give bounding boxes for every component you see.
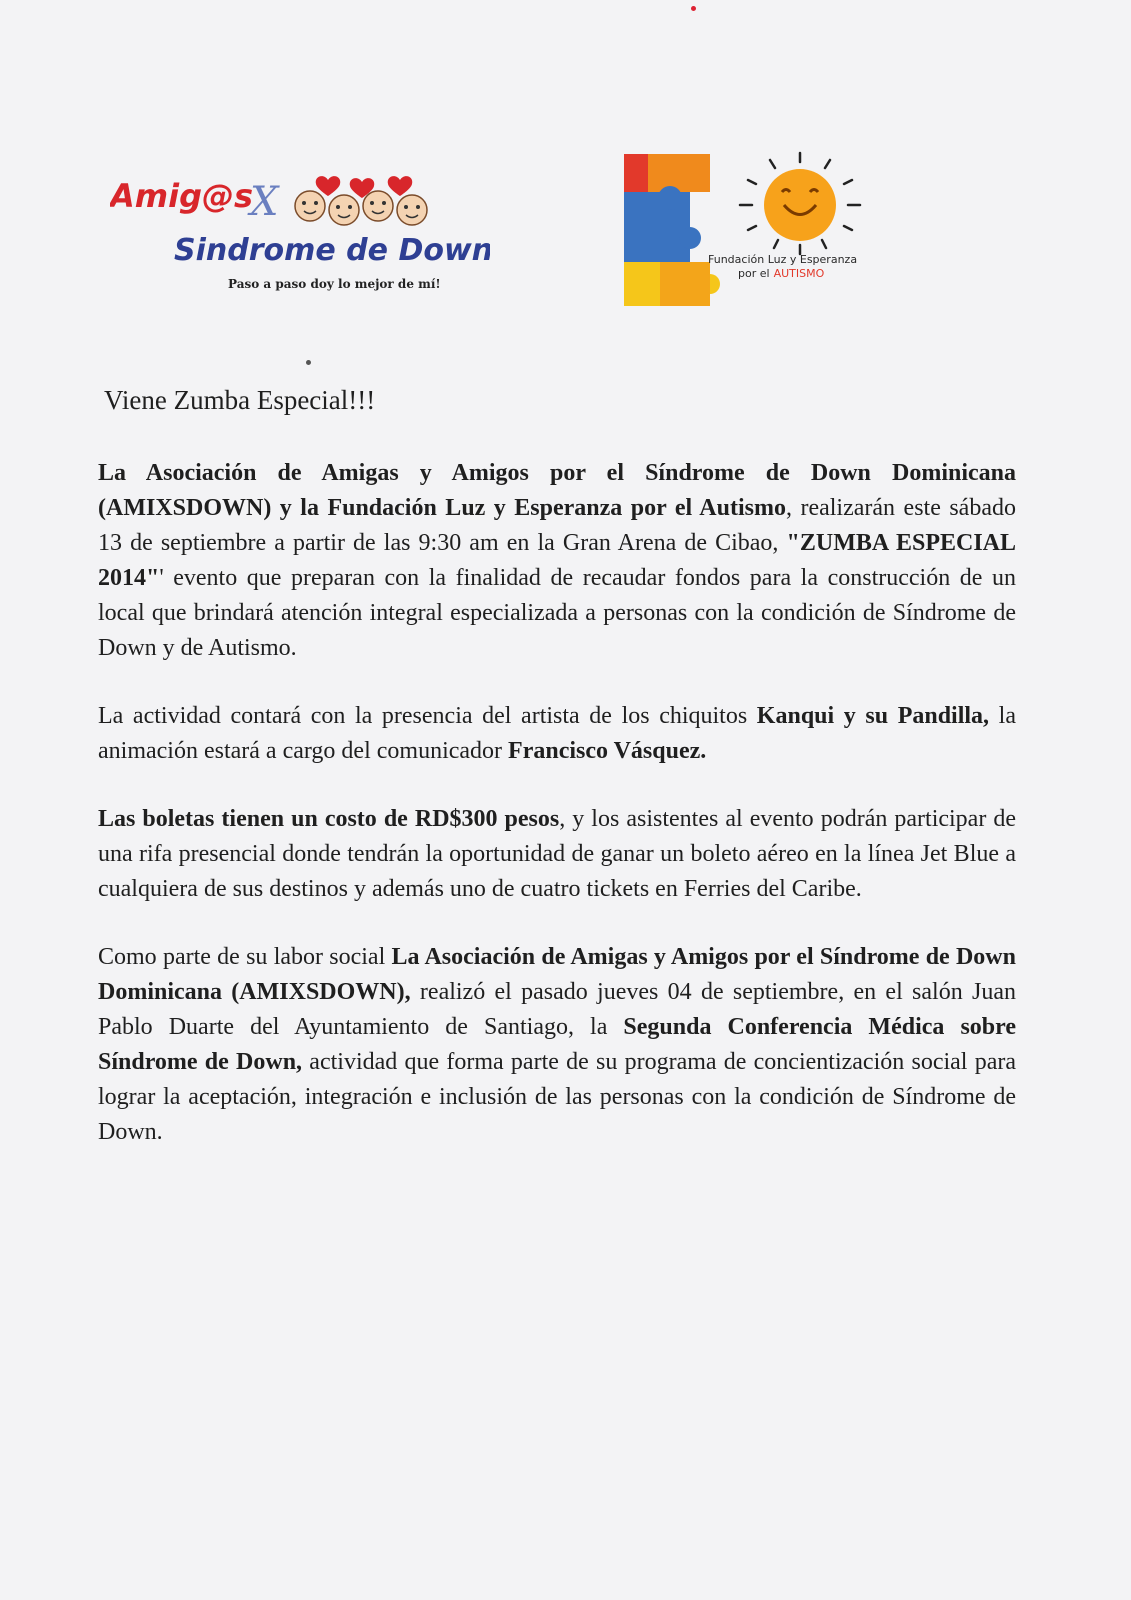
logo-right-line2: por el AUTISMO bbox=[738, 267, 825, 280]
scan-speck bbox=[306, 360, 311, 365]
x-letter-icon: X bbox=[250, 179, 279, 225]
puzzle-pieces-icon bbox=[624, 154, 720, 306]
organizers-name: La Asociación de Amigas y Amigos por el Síndrome de Down Dominicana (AMIXSDOWN) y la Fundación Luz y Esperanza por el Autismo bbox=[98, 460, 1016, 521]
ticket-price: Las boletas tienen un costo de RD$300 pesos bbox=[98, 806, 560, 832]
scan-speck bbox=[691, 6, 696, 11]
logo-left-text-amigos bbox=[110, 177, 253, 215]
artist-name: Kanqui y su Pandilla, bbox=[756, 703, 990, 729]
logo-left-tagline: Paso a paso doy lo mejor de mí! bbox=[228, 277, 441, 291]
host-name: Francisco Vásquez. bbox=[508, 738, 707, 764]
amixsdown-logo bbox=[110, 170, 490, 300]
logo-left-text-sindrome: Sindrome de Down bbox=[174, 233, 490, 268]
fundacion-luz-logo bbox=[620, 150, 910, 315]
logo-right-line1: Fundación Luz y Esperanza bbox=[708, 253, 858, 266]
conference-name: Segunda Conferencia Médica sobre Síndrome de Down, bbox=[98, 1014, 1017, 1075]
page-title: Viene Zumba Especial!!! bbox=[104, 385, 376, 415]
paragraph-artists: La actividad contará con la presencia del artista de los chiquitos Kanqui y su Pandilla, la animación estará a cargo del comunicador Francisco Vásquez. bbox=[98, 703, 1016, 764]
paragraph-conference: Como parte de su labor social La Asociación de Amigas y Amigos por el Síndrome de Down Dominicana (AMIXSDOWN), realizó el pasado jueves 04 de septiembre, en el salón Juan Pablo Duarte del Ayuntamiento de Santiago, la Segunda Conferencia Médica sobre Síndrome de Down, actividad que forma parte de su programa de concientización social para lograr la aceptación, integración e inclusión de las personas con la condición de Síndrome de Down. bbox=[98, 944, 1017, 1145]
paragraph-event: La Asociación de Amigas y Amigos por el Síndrome de Down Dominicana (AMIXSDOWN) y la Fundación Luz y Esperanza por el Autismo, realizarán este sábado 13 de septiembre a partir de las 9:30 am en la Gran Arena de Cibao, "ZUMBA ESPECIAL 2014"' evento que preparan con la finalidad de recaudar fondos para la construcción de un local que brindará atención integral especializada a personas con la condición de Síndrome de Down y de Autismo. bbox=[98, 460, 1016, 661]
letter-body bbox=[98, 385, 1016, 1183]
association-name: La Asociación de Amigas y Amigos por el Síndrome de Down Dominicana (AMIXSDOWN), bbox=[98, 944, 1016, 1005]
svg-text:Amig@s: Amig@s bbox=[110, 177, 254, 215]
event-name: "ZUMBA ESPECIAL 2014" bbox=[98, 530, 1016, 591]
hearts-icon bbox=[316, 176, 413, 198]
sun-icon bbox=[740, 153, 860, 254]
paragraph-tickets: Las boletas tienen un costo de RD$300 pesos, y los asistentes al evento podrán participar de una rifa presencial donde tendrán la oportunidad de ganar un boleto aéreo en la línea Jet Blue a cualquiera de sus destinos y además uno de cuatro tickets en Ferries del Caribe. bbox=[98, 806, 1017, 902]
